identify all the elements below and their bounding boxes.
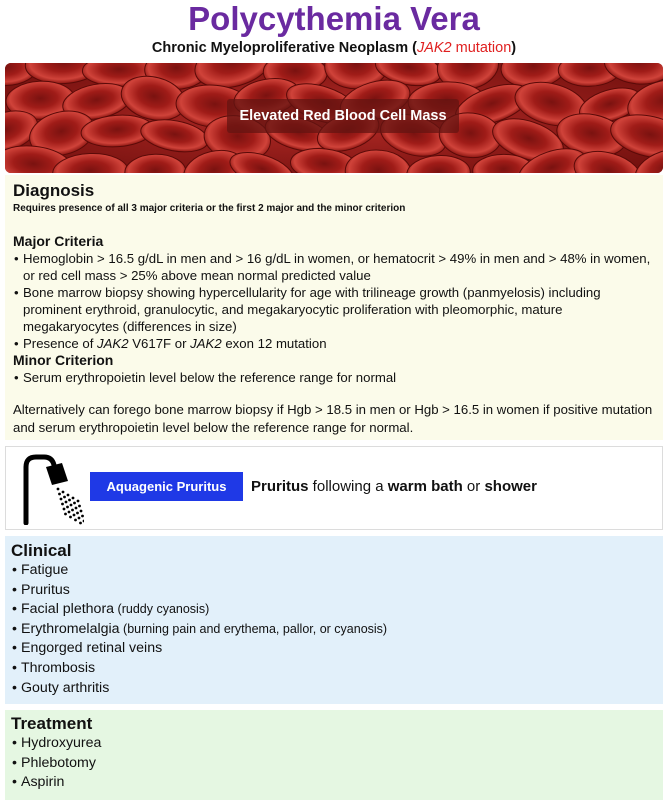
red-blood-cell [124, 154, 186, 173]
water-drop [63, 508, 66, 511]
clinical-item-label: Erythromelalgia [21, 620, 120, 637]
treatment-item: • Phlebotomy [11, 754, 657, 774]
water-drop [75, 507, 78, 510]
clinical-item [11, 600, 657, 620]
aquagenic-pruritus-badge: Aquagenic Pruritus [90, 472, 243, 501]
water-drop [58, 493, 61, 496]
treatment-section [5, 710, 663, 800]
subtitle-close: ) [511, 40, 517, 56]
page-subtitle [0, 39, 668, 57]
major-criterion-mutation [13, 335, 655, 352]
water-drop [67, 494, 70, 497]
mutation-text-c: exon 12 mutation [221, 336, 327, 351]
water-drop [70, 504, 73, 507]
minor-criterion-epo: • Serum erythropoietin level below the reference range for normal [13, 369, 655, 386]
water-drop [73, 502, 76, 505]
red-blood-cell [406, 154, 472, 173]
major-criteria-heading: Major Criteria [13, 233, 104, 249]
warm-bath-word: warm bath [387, 478, 463, 495]
aquagenic-pruritus-panel [5, 446, 663, 530]
clinical-item [11, 639, 657, 659]
water-drop [65, 501, 68, 504]
mutation-gene-b: JAK2 [190, 336, 222, 351]
clinical-item [11, 581, 657, 601]
water-drop [71, 509, 74, 512]
water-drop [74, 519, 77, 522]
water-drop [68, 511, 71, 514]
minor-criterion-heading: Minor Criterion [13, 352, 114, 368]
description-text-b: or [462, 478, 485, 495]
page-title: Polycythemia Vera [188, 0, 480, 37]
diagnosis-requirement: Requires presence of all 3 major criteria or the first 2 major and the minor criterion [13, 203, 406, 214]
subtitle-main: Chronic Myeloproliferative Neoplasm ( [151, 40, 417, 56]
water-drop [64, 513, 67, 516]
clinical-list [11, 561, 657, 698]
water-drop [61, 503, 64, 506]
banner-label: Elevated Red Blood Cell Mass [227, 99, 459, 133]
treatment-heading: Treatment [11, 714, 93, 733]
clinical-item-note: (ruddy cyanosis) [114, 602, 210, 617]
clinical-item-label: Fatigue [21, 562, 69, 578]
clinical-item-note: (burning pain and erythema, pallor, or cyanosis) [119, 621, 388, 636]
treatment-list [11, 734, 657, 793]
water-drop [78, 505, 81, 508]
water-drop [83, 520, 84, 523]
water-drop [62, 491, 65, 494]
treatment-item: • Aspirin [11, 773, 657, 793]
clinical-item-label: Engorged retinal veins [21, 640, 163, 657]
water-drop [60, 498, 63, 501]
red-blood-cells-banner [5, 63, 663, 173]
clinical-item-label: Thrombosis [21, 659, 96, 676]
major-criteria-list [13, 250, 655, 352]
clinical-item-label: Facial plethora [21, 601, 115, 618]
clinical-section [5, 536, 663, 704]
major-criterion-biopsy: • Bone marrow biopsy showing hypercellularity for age with trilineage growth (panmyelosis) including prominent erythroid, granulocytic, and megakaryocytic proliferation with pleomorphic, mature megakaryocytes (differences in size) [13, 284, 655, 335]
treatment-item: • Hydroxyurea [11, 734, 657, 754]
water-drop [77, 500, 80, 503]
water-drop [80, 510, 83, 513]
shower-word: shower [484, 478, 537, 495]
diagnosis-heading: Diagnosis [13, 181, 95, 200]
water-drop [72, 497, 75, 500]
clinical-item [11, 620, 657, 640]
minor-criterion-list [13, 369, 655, 386]
water-drop [73, 514, 76, 517]
major-criterion-hemoglobin: • Hemoglobin > 16.5 g/dL in men and > 16 g/dL in women, or hematocrit > 49% in men and > 48% in women, or red cell mass > 25% above mean normal predicted value [13, 250, 655, 284]
clinical-heading: Clinical [11, 541, 72, 560]
water-drop [63, 496, 66, 499]
alternative-criteria-note: Alternatively can forego bone marrow biopsy if Hgb > 18.5 in men or Hgb > 16.5 in women if positive mutation and serum erythropoietin level below the reference range for normal. [13, 402, 653, 435]
clinical-item-label: Gouty arthritis [21, 679, 110, 696]
mutation-gene-a: JAK2 [97, 336, 129, 351]
shower-icon [18, 453, 84, 525]
aquagenic-description [251, 478, 537, 496]
water-drop [78, 517, 81, 520]
water-drop [76, 512, 79, 515]
water-drop [68, 499, 71, 502]
clinical-item [11, 659, 657, 679]
diagnosis-section [5, 175, 663, 440]
subtitle-mutation: mutation [451, 40, 512, 56]
water-drop [81, 515, 84, 518]
clinical-item-label: Pruritus [21, 581, 70, 598]
mutation-text-b: V617F or [128, 336, 191, 351]
subtitle-gene: JAK2 [416, 40, 452, 56]
water-drop [79, 522, 82, 525]
mutation-text-a: Presence of [23, 336, 98, 351]
pruritus-word: Pruritus [251, 478, 309, 495]
water-drop [66, 506, 69, 509]
description-text-a: following a [308, 478, 388, 495]
clinical-item [11, 679, 657, 699]
water-drop [57, 488, 60, 491]
clinical-item [11, 561, 657, 581]
water-drop [69, 516, 72, 519]
